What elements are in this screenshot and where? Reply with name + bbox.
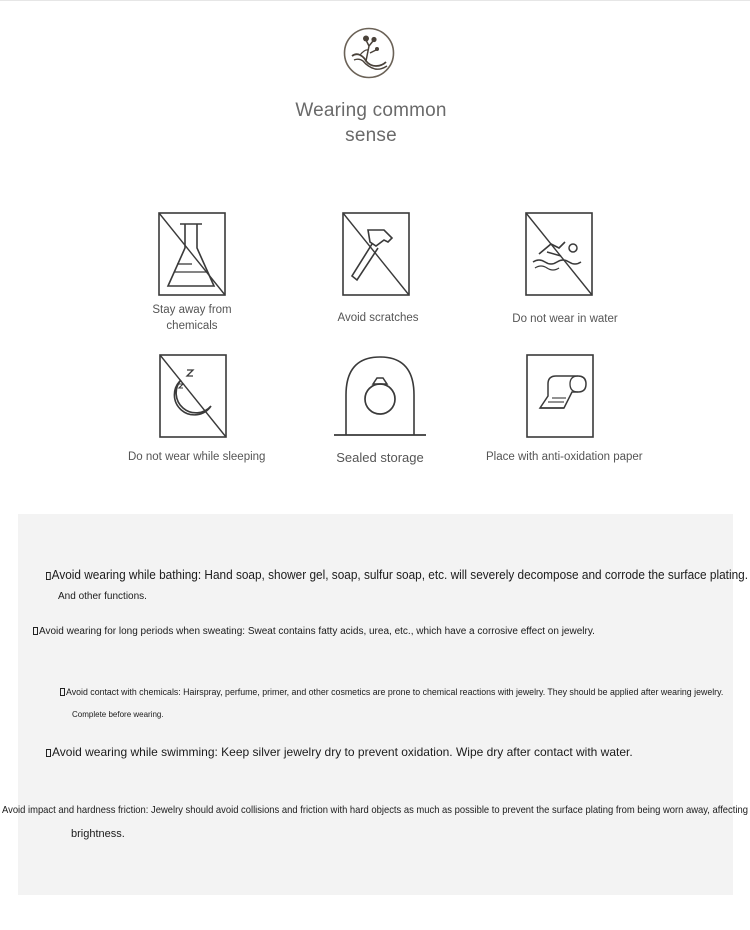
bullet-mark-icon: [46, 749, 51, 757]
bullet-mark-icon: [60, 688, 65, 696]
caption-water: Do not wear in water: [512, 313, 618, 325]
ring-box-icon: [334, 355, 426, 439]
note-bathing: Avoid wearing while bathing: Hand soap, shower gel, soap, sulfur soap, etc. will severely decompose and corrode the surface plating.: [46, 568, 748, 582]
flask-icon: [158, 212, 226, 296]
note-chemicals-continued: Complete before wearing.: [72, 710, 164, 719]
page-title-line1: Wearing common: [295, 100, 447, 121]
brand-logo-icon: [342, 26, 396, 80]
note-impact-continued: brightness.: [71, 828, 125, 840]
note-chemicals: Avoid contact with chemicals: Hairspray, perfume, primer, and other cosmetics are prone to chemical reactions with jewelry. They should be applied after wearing jewelry.: [60, 687, 723, 697]
page-title-line2: sense: [345, 125, 397, 146]
note-impact: Avoid impact and hardness friction: Jewelry should avoid collisions and friction with hard objects as much as possible to prevent the surface plating from being worn away, affecting: [2, 805, 748, 816]
swimmer-icon: [525, 212, 593, 296]
caption-sleeping: Do not wear while sleeping: [128, 451, 266, 463]
top-divider: [0, 0, 750, 1]
paper-roll-icon: [526, 354, 594, 438]
note-bathing-continued: And other functions.: [58, 591, 147, 602]
moon-sleep-icon: [159, 354, 227, 438]
caption-storage: Sealed storage: [336, 450, 424, 465]
page-title: [275, 98, 467, 148]
caption-scratches: Avoid scratches: [337, 312, 419, 324]
hammer-icon: [342, 212, 410, 296]
bullet-mark-icon: [33, 627, 38, 635]
note-sweating: Avoid wearing for long periods when sweating: Sweat contains fatty acids, urea, etc., which have a corrosive effect on jewelry.: [33, 626, 595, 637]
caption-chemicals: Stay away from chemicals: [152, 304, 232, 332]
caption-anti-oxidation: Place with anti-oxidation paper: [486, 451, 643, 463]
bullet-mark-icon: [46, 572, 51, 580]
note-swimming: Avoid wearing while swimming: Keep silver jewelry dry to prevent oxidation. Wipe dry after contact with water.: [46, 745, 633, 759]
